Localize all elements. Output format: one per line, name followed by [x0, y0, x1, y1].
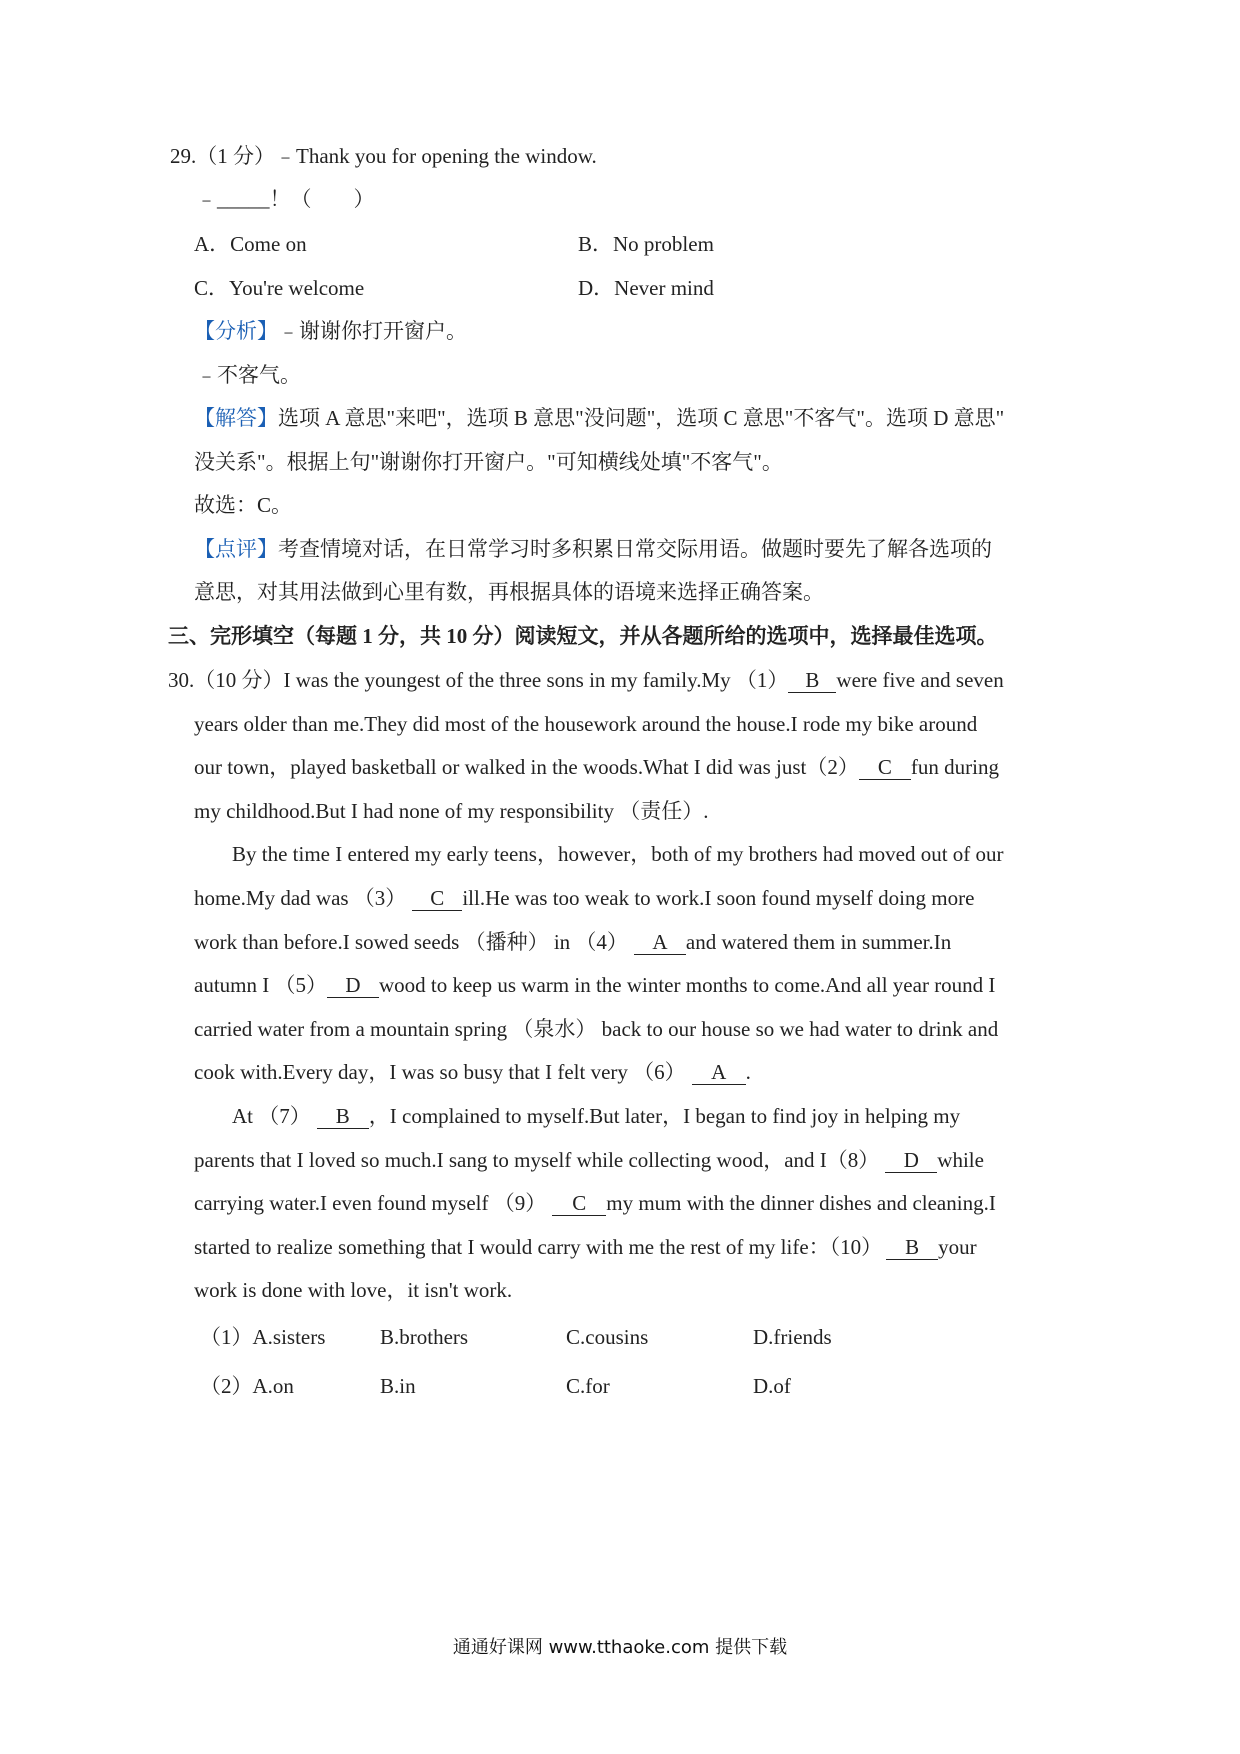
q30-text: 30.（10 分）I was the youngest of the three sons in my family.My （1）	[168, 668, 789, 692]
answer-blank-7: B	[317, 1104, 369, 1129]
choice-2-c: C.for	[566, 1374, 610, 1398]
q30-text: By the time I entered my early teens，however，both of my brothers had moved out of our	[232, 842, 1004, 866]
q30-line-15: work is done with love，it isn't work.	[194, 1278, 513, 1302]
q30-text: and watered them in summer.In	[685, 930, 952, 954]
choice-1-c: C.cousins	[566, 1325, 649, 1349]
q30-text: ill.He was too weak to work.I soon found myself doing more	[462, 886, 975, 910]
q30-text: started to realize something that I would carry with me the rest of my life：（10）	[194, 1235, 883, 1259]
choice-1-a: （1）A.sisters	[200, 1325, 326, 1349]
q29-analysis-line-2: ﹣不客气。	[196, 363, 301, 387]
q30-line-11	[232, 1102, 961, 1130]
q30-text: years older than me.They did most of the housework around the house.I rode my bike around	[194, 712, 978, 736]
answer-tag: 【解答】	[194, 406, 278, 430]
q29-analysis-line-1	[194, 317, 467, 345]
q30-text: work than before.I sowed seeds （播种） in （4）	[194, 930, 628, 954]
q29-option-c: C．You're welcome	[194, 276, 365, 300]
q30-line-2	[194, 710, 978, 738]
answer-blank-8: D	[885, 1148, 937, 1173]
q30-line-3	[194, 753, 999, 781]
q30-text: your	[938, 1235, 977, 1259]
q30-line-1	[168, 666, 1004, 694]
q30-line-5	[232, 840, 1004, 868]
answer-blank-10: B	[886, 1235, 938, 1260]
q29-option-b: B．No problem	[578, 232, 714, 256]
q30-line-6	[194, 884, 975, 912]
page-footer: 通通好课网 www.tthaoke.com 提供下载	[452, 1637, 788, 1658]
answer-blank-2: C	[859, 755, 911, 780]
q29-answer-line-1	[194, 404, 1004, 432]
q30-text: my mum with the dinner dishes and cleaning.I	[606, 1191, 996, 1215]
q30-text: were five and seven	[836, 668, 1004, 692]
choice-2-d: D.of	[753, 1374, 791, 1398]
q30-line-12	[194, 1146, 984, 1174]
q30-text: our town，played basketball or walked in the woods.What I did was just（2）	[194, 755, 859, 779]
q30-text: autumn I （5）	[194, 973, 327, 997]
q29-comment-line-1	[194, 535, 992, 563]
q30-line-8	[194, 971, 996, 999]
q30-text: ，I complained to myself.But later，I began to find joy in helping my	[368, 1104, 961, 1128]
q30-line-14	[194, 1233, 977, 1261]
q29-option-d: D．Never mind	[578, 276, 714, 300]
analysis-text-1: ﹣谢谢你打开窗户。	[278, 319, 467, 343]
answer-blank-5: D	[327, 973, 379, 998]
q30-text: At （7）	[232, 1104, 311, 1128]
q29-option-a: A．Come on	[194, 232, 307, 256]
answer-text-1: 选项 A 意思"来吧"，选项 B 意思"没问题"，选项 C 意思"不客气"。选项 D 意思"	[278, 406, 1005, 430]
choice-2-b: B.in	[380, 1374, 416, 1398]
choice-2-a: （2）A.on	[200, 1374, 294, 1398]
comment-tag: 【点评】	[194, 537, 278, 561]
answer-blank-9: C	[552, 1191, 606, 1216]
answer-blank-6: A	[692, 1060, 746, 1085]
q29-comment-line-2: 意思，对其用法做到心里有数，再根据具体的语境来选择正确答案。	[194, 580, 824, 604]
q29-blank-line: ﹣_____！（ ）	[196, 187, 375, 211]
answer-blank-4: A	[634, 930, 686, 955]
q30-text: carried water from a mountain spring （泉水） back to our house so we had water to drink and	[194, 1017, 999, 1041]
q30-text: parents that I loved so much.I sang to myself while collecting wood，and I（8）	[194, 1148, 880, 1172]
comment-text-1: 考查情境对话，在日常学习时多积累日常交际用语。做题时要先了解各选项的	[278, 537, 992, 561]
choice-1-d: D.friends	[753, 1325, 832, 1349]
q30-line-10	[194, 1058, 751, 1086]
analysis-tag: 【分析】	[194, 319, 278, 343]
q30-text: while	[937, 1148, 984, 1172]
q30-text: home.My dad was （3）	[194, 886, 407, 910]
answer-blank-3: C	[412, 886, 462, 911]
q30-text: .	[745, 1060, 751, 1084]
q30-line-7	[194, 928, 952, 956]
q30-text: wood to keep us warm in the winter months to come.And all year round I	[378, 973, 996, 997]
q29-choose: 故选：C。	[194, 493, 293, 517]
q30-text: carrying water.I even found myself （9）	[194, 1191, 547, 1215]
q29-stem: 29.（1 分）﹣Thank you for opening the window.	[170, 144, 597, 168]
answer-blank-1: B	[788, 668, 836, 693]
q30-line-9	[194, 1015, 999, 1043]
section-3-heading: 三、完形填空（每题 1 分，共 10 分）阅读短文，并从各题所给的选项中，选择最佳选项。	[168, 624, 998, 648]
q30-text: cook with.Every day，I was so busy that I felt very （6）	[194, 1060, 686, 1084]
q29-answer-line-2: 没关系"。根据上句"谢谢你打开窗户。"可知横线处填"不客气"。	[194, 450, 783, 474]
choice-1-b: B.brothers	[380, 1325, 469, 1349]
q30-line-13	[194, 1189, 996, 1217]
q30-line-4: my childhood.But I had none of my responsibility （责任）.	[194, 799, 709, 823]
q30-text: fun during	[910, 755, 999, 779]
